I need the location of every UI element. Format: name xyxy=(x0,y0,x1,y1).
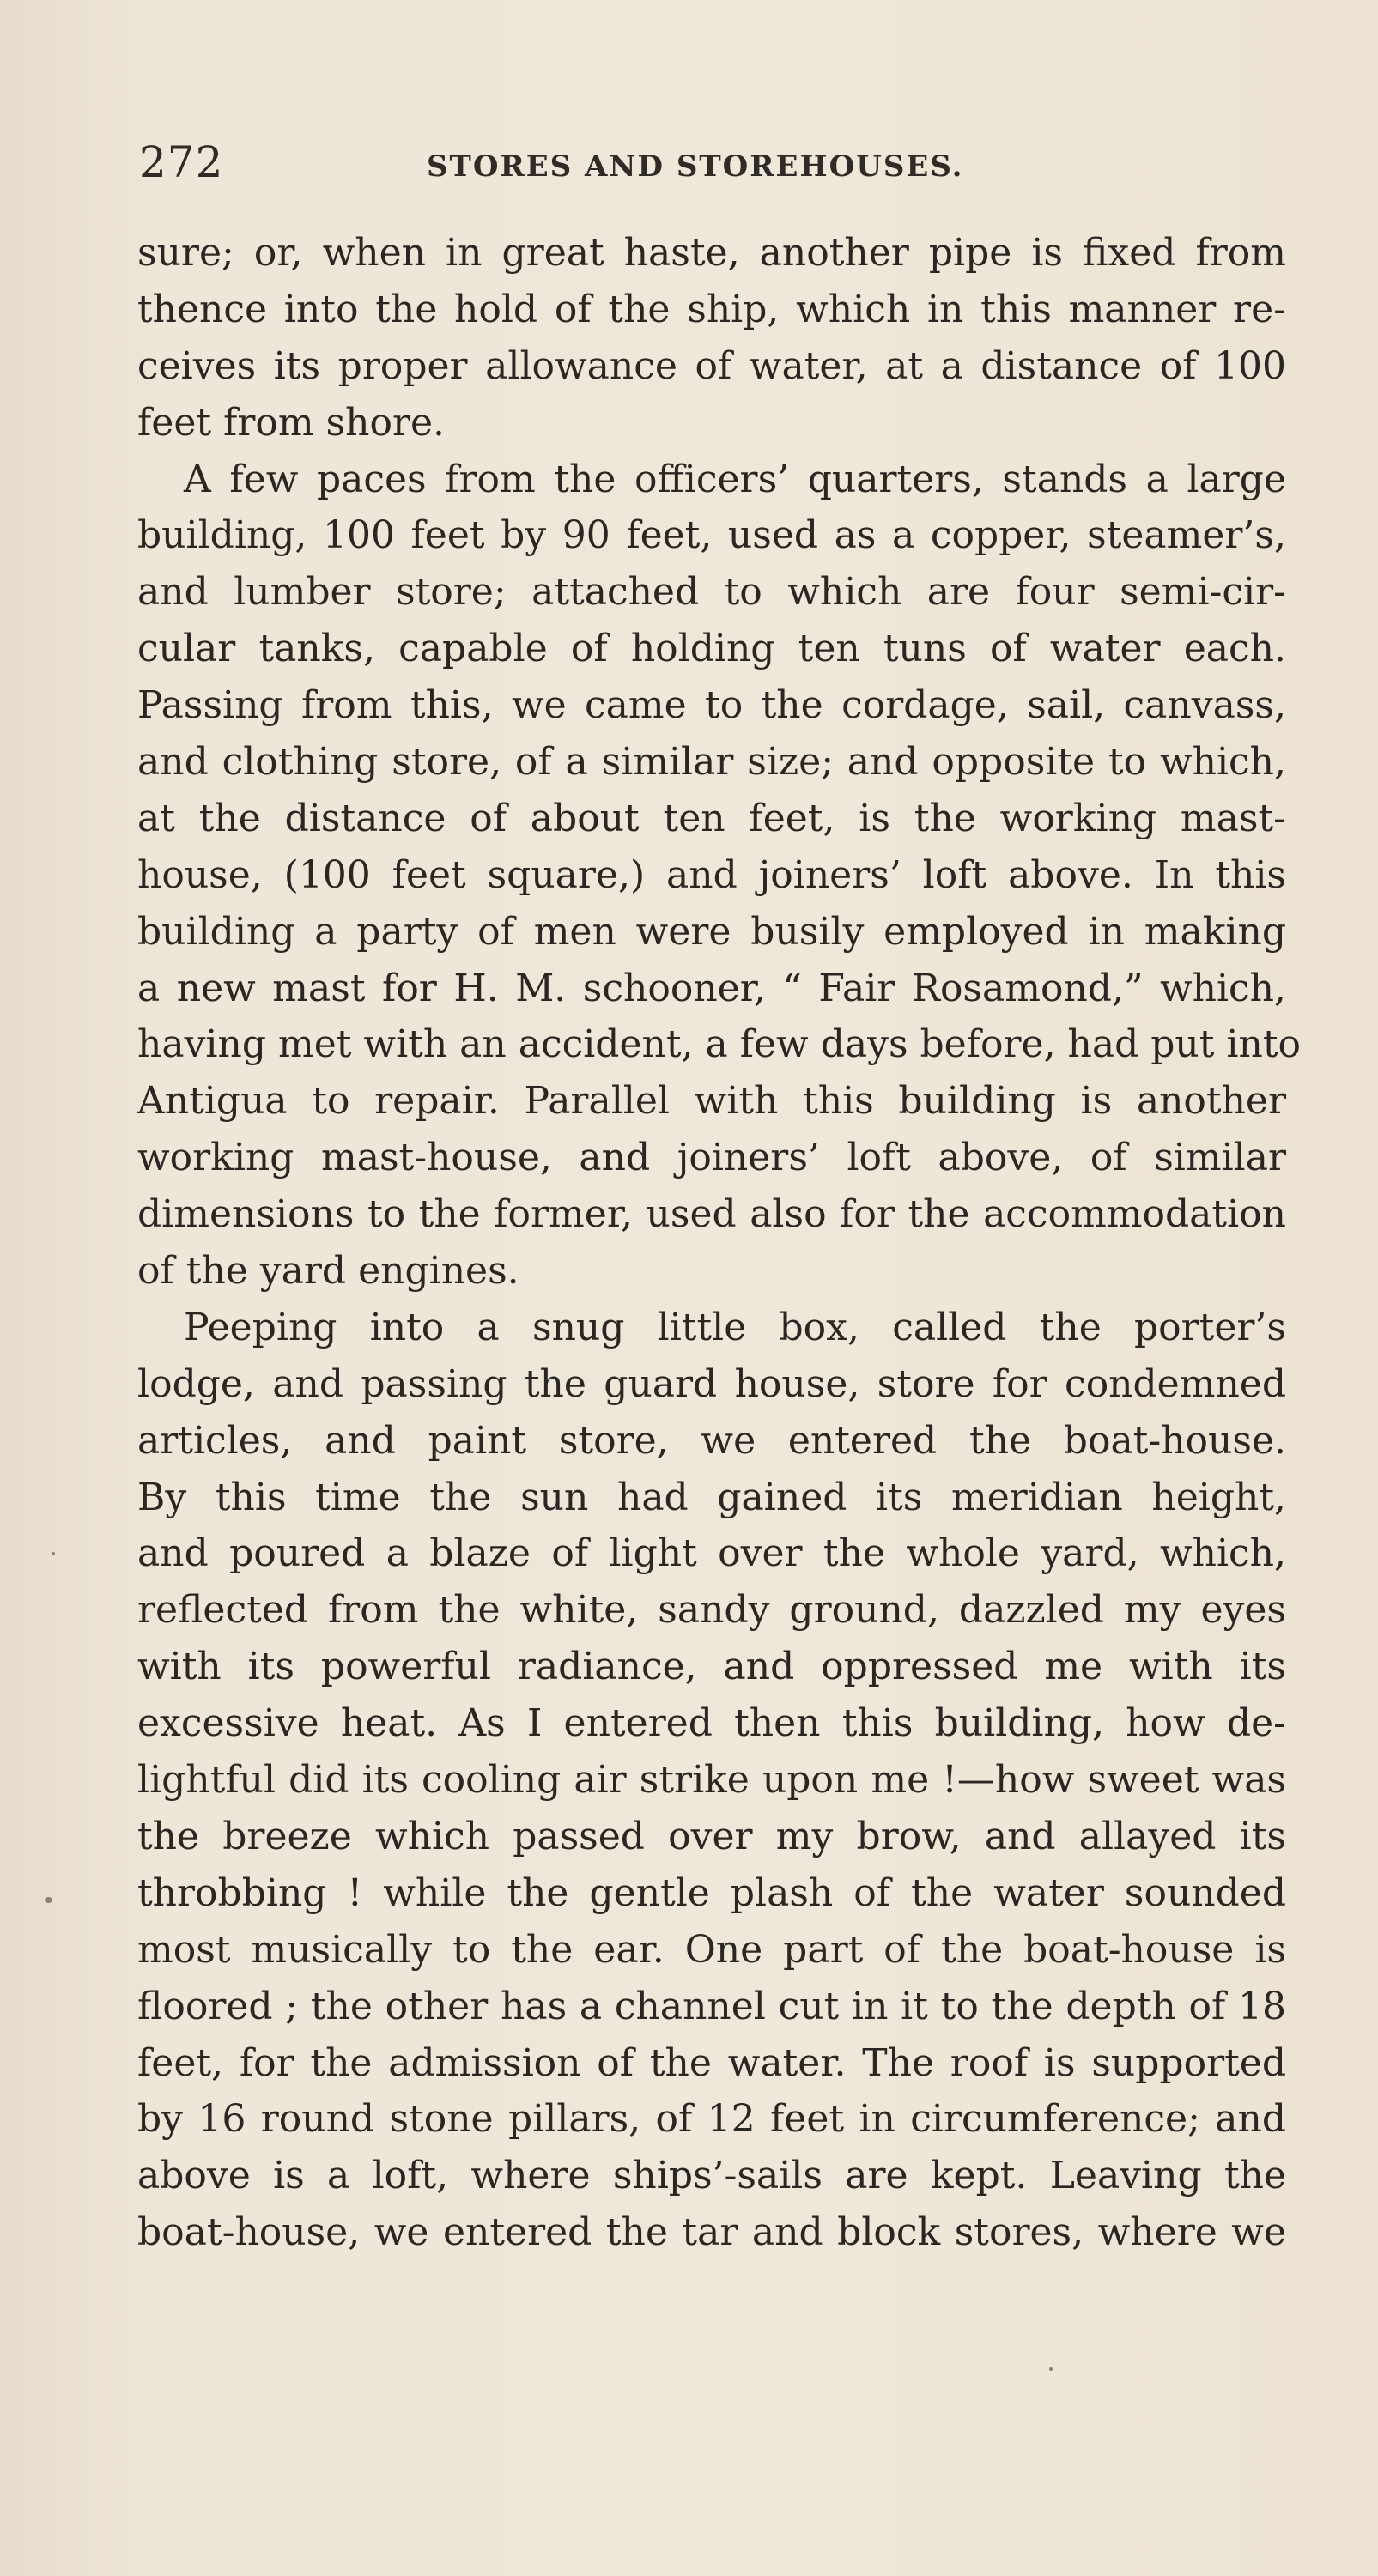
text-line: articles, and paint store, we entered the boat-house. xyxy=(137,1418,1286,1463)
page-header xyxy=(139,137,1290,197)
text-line: of the yard engines. xyxy=(137,1249,519,1294)
text-line: the breeze which passed over my brow, and allayed its xyxy=(137,1814,1286,1858)
paper-speck xyxy=(45,1897,52,1903)
text-line: a new mast for H. M. schooner, “ Fair Rosamond,” which, xyxy=(137,966,1286,1010)
text-line: house, (100 feet square,) and joiners’ loft above. In this xyxy=(137,852,1286,897)
text-line: throbbing ! while the gentle plash of the water sounded xyxy=(137,1870,1286,1915)
body-text xyxy=(137,225,1302,2261)
text-line: excessive heat. As I entered then this building, how de- xyxy=(137,1701,1286,1746)
text-line: cular tanks, capable of holding ten tuns of water each. xyxy=(137,627,1286,671)
text-line: having met with an accident, a few days before, had put into xyxy=(137,1022,1302,1067)
text-line: reflected from the white, sandy ground, dazzled my eyes xyxy=(137,1588,1286,1633)
paper-speck xyxy=(1049,2367,1053,2371)
text-line: above is a loft, where ships’-sails are kept. Leaving the xyxy=(137,2154,1286,2198)
text-line: Antigua to repair. Parallel with this building is another xyxy=(137,1079,1286,1124)
running-head: STORES AND STOREHOUSES. xyxy=(427,149,964,184)
paragraph-start-line: A few paces from the officers’ quarters, stands a large xyxy=(184,457,1286,501)
text-line: sure; or, when in great haste, another pipe is fixed from xyxy=(137,231,1286,275)
text-line: and clothing store, of a similar size; and opposite to which, xyxy=(137,740,1286,785)
text-line: with its powerful radiance, and oppressed me with its xyxy=(137,1645,1286,1689)
text-line: building, 100 feet by 90 feet, used as a copper, steamer’s, xyxy=(137,513,1286,558)
page-number: 272 xyxy=(139,137,224,187)
text-line: feet, for the admission of the water. The roof is supported xyxy=(137,2040,1286,2085)
paper-speck xyxy=(52,1552,55,1555)
text-line: most musically to the ear. One part of the boat-house is xyxy=(137,1927,1286,1972)
text-line: lodge, and passing the guard house, store for condemned xyxy=(137,1361,1286,1406)
text-line: feet from shore. xyxy=(137,400,446,445)
text-line: floored ; the other has a channel cut in it to the depth of 18 xyxy=(137,1984,1286,2028)
text-line: and lumber store; attached to which are four semi-cir- xyxy=(137,570,1286,615)
text-line: building a party of men were busily employed in making xyxy=(137,909,1286,954)
paragraph-start-line: Peeping into a snug little box, called the porter’s xyxy=(184,1305,1286,1349)
text-line: By this time the sun had gained its meridian height, xyxy=(137,1475,1286,1519)
text-line: dimensions to the former, used also for the accommodation xyxy=(137,1192,1286,1237)
text-line: ceives its proper allowance of water, at a distance of 100 xyxy=(137,343,1286,388)
text-line: lightful did its cooling air strike upon me !—how sweet was xyxy=(137,1758,1286,1803)
text-line: by 16 round stone pillars, of 12 feet in circumference; and xyxy=(137,2097,1286,2142)
text-line: at the distance of about ten feet, is the working mast- xyxy=(137,796,1286,840)
text-line: and poured a blaze of light over the whole yard, which, xyxy=(137,1531,1286,1576)
text-line: boat-house, we entered the tar and block stores, where we xyxy=(137,2210,1286,2255)
text-line: thence into the hold of the ship, which in this manner re- xyxy=(137,287,1286,331)
text-line: Passing from this, we came to the cordage, sail, canvass, xyxy=(137,683,1286,728)
text-line: working mast-house, and joiners’ loft above, of similar xyxy=(137,1136,1286,1180)
